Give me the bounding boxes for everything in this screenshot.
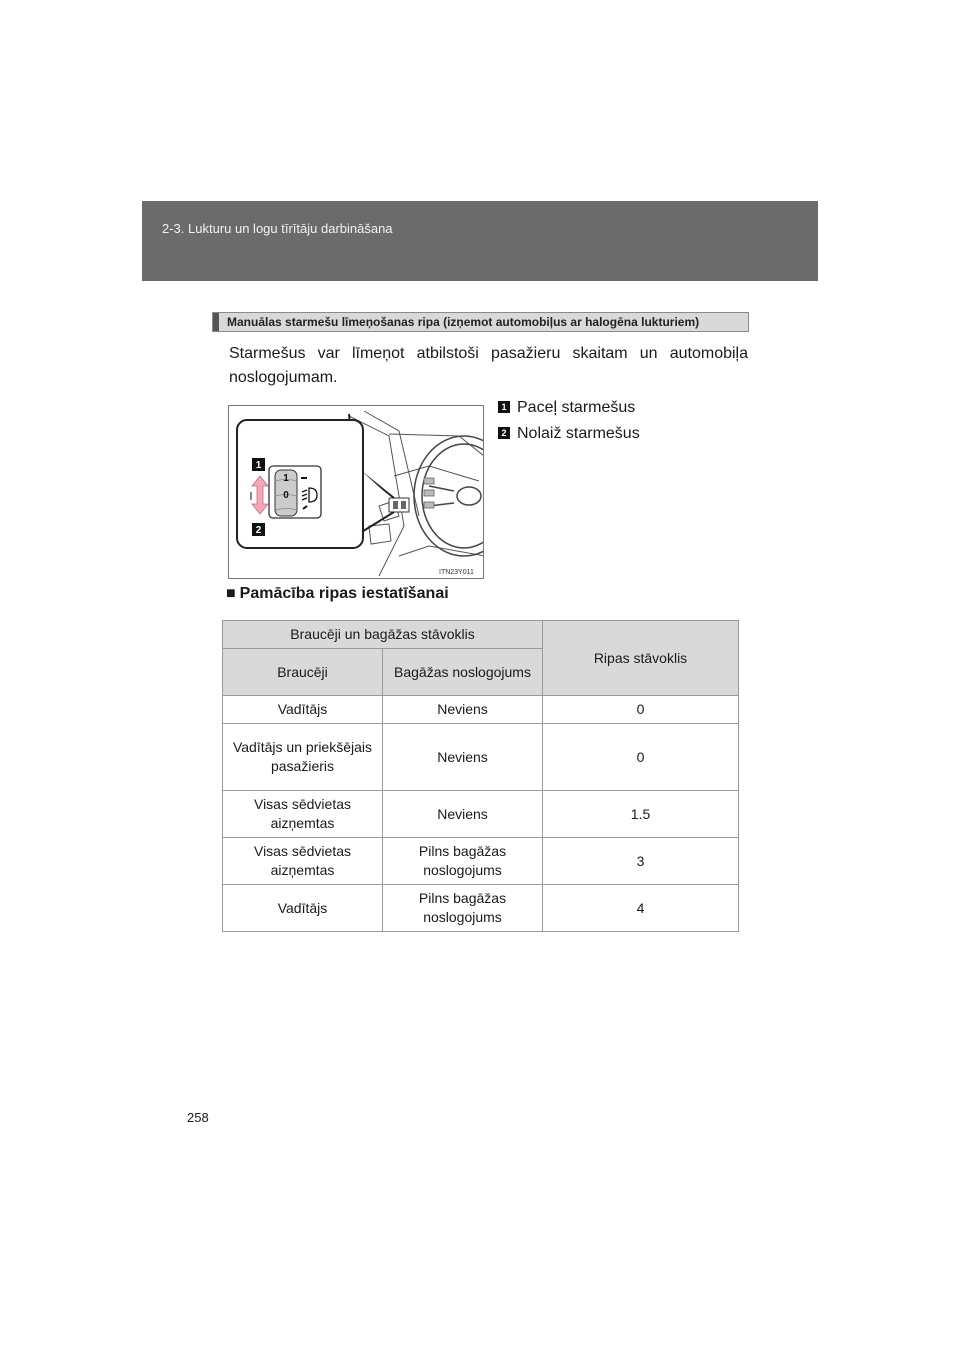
section-marker bbox=[213, 313, 219, 331]
dial-mark-0: 0 bbox=[283, 490, 289, 501]
section-title: Manuālas starmešu līmeņošanas ripa (izņemot automobiļus ar halogēna lukturiem) bbox=[227, 315, 700, 329]
callout-label-lower: Nolaiž starmešus bbox=[517, 425, 640, 442]
intro-paragraph: Starmešus var līmeņot atbilstoši pasažieru skaitam un automobiļa noslogojumam. bbox=[229, 345, 748, 386]
col-header-drivers: Braucēji bbox=[223, 649, 383, 696]
callout-raise bbox=[498, 399, 640, 425]
figure-callouts bbox=[498, 399, 640, 451]
section-title-bar bbox=[212, 312, 749, 332]
guide-heading bbox=[226, 585, 449, 603]
table-row: Vadītājs Neviens 0 bbox=[223, 696, 739, 724]
figure-code: ITN23Y011 bbox=[439, 569, 474, 576]
col-header-luggage: Bagāžas noslogojums bbox=[383, 649, 543, 696]
group-header: Braucēji un bagāžas stāvoklis bbox=[223, 621, 543, 649]
col-header-position: Ripas stāvoklis bbox=[543, 621, 739, 696]
svg-text:2: 2 bbox=[255, 525, 262, 536]
page-number: 258 bbox=[187, 1110, 209, 1125]
header-band bbox=[142, 201, 818, 281]
table-row: Vadītājs Pilns bagāžas noslogojums 4 bbox=[223, 885, 739, 932]
dashboard-illustration bbox=[229, 406, 484, 579]
square-bullet-icon: ■ bbox=[226, 585, 236, 602]
callout-number-1: 1 bbox=[498, 401, 510, 413]
dial-mark-1: 1 bbox=[283, 473, 289, 484]
section-header: 2-3. Lukturu un logu tīrītāju darbināšana bbox=[162, 221, 393, 236]
guide-heading-text: Pamācība ripas iestatīšanai bbox=[239, 585, 449, 602]
callout-lower bbox=[498, 425, 640, 451]
leveling-dial-figure bbox=[228, 405, 484, 579]
svg-text:1: 1 bbox=[255, 460, 262, 471]
callout-number-2: 2 bbox=[498, 427, 510, 439]
dial-settings-table bbox=[222, 620, 739, 932]
callout-label-raise: Paceļ starmešus bbox=[517, 399, 636, 416]
table-row: Visas sēdvietas aizņemtas Neviens 1.5 bbox=[223, 791, 739, 838]
table-row: Visas sēdvietas aizņemtas Pilns bagāžas noslogojums 3 bbox=[223, 838, 739, 885]
table-row: Vadītājs un priekšējais pasažieris Neviens 0 bbox=[223, 724, 739, 791]
